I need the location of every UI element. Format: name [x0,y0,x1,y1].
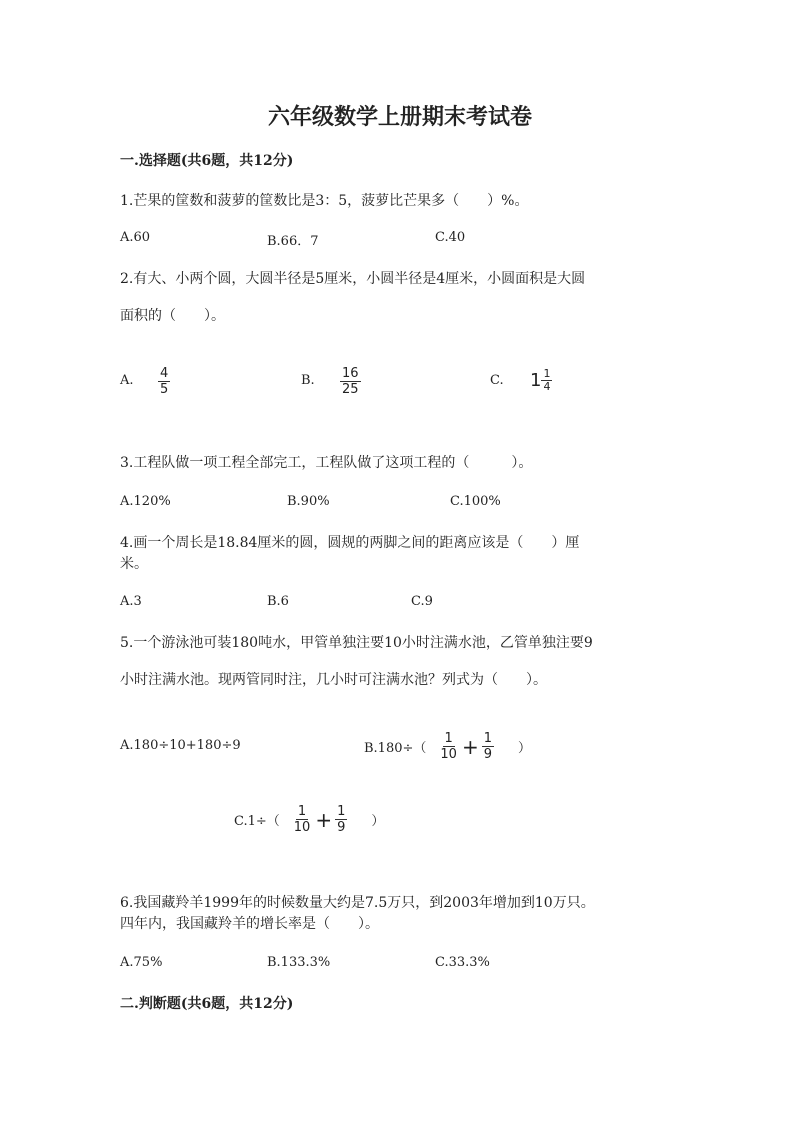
plus-sign: + [461,734,479,759]
fraction-numerator: 4 [160,366,169,381]
fraction-denominator: 10 [440,747,457,762]
section-heading-choice: 一.选择题(共6题，共12分) [120,153,294,169]
q2-option-a-label: A. [120,373,134,388]
q1-option-c: C.40 [435,230,466,245]
q5-option-c-expression [292,804,348,835]
plus-sign: + [315,807,333,832]
q1-option-b: B.66．7 [267,234,319,249]
q4-option-c: C.9 [411,594,433,609]
q3-option-a: A.120% [120,494,171,509]
q5-option-c [234,804,384,835]
fraction-denominator: 4 [543,380,551,393]
fraction-numerator: 16 [342,366,359,381]
question-5-line1: 5.一个游泳池可装180吨水，甲管单独注要10小时注满水池，乙管单独注要9 [120,635,593,651]
question-1-text: 1.芒果的筐数和菠萝的筐数比是3：5，菠萝比芒果多（ ）%。 [120,193,529,209]
fraction-denominator: 9 [337,820,346,835]
q1-option-a: A.60 [120,230,151,245]
q5-option-b-expression [438,731,494,762]
q2-option-a-fraction [158,366,170,397]
fraction-numerator: 1 [444,731,453,746]
q4-option-a: A.3 [120,594,142,609]
q6-option-c: C.33.3% [435,955,490,970]
fraction-numerator: 1 [297,804,307,819]
fraction-denominator: 25 [342,382,359,397]
q2-option-c-label: C. [490,373,504,388]
question-3-text: 3.工程队做一项工程全部完工，工程队做了这项工程的（ ）。 [120,455,533,471]
q2-option-c-mixed-number [530,368,552,393]
question-2-line1: 2.有大、小两个圆，大圆半径是5厘米，小圆半径是4厘米，小圆面积是大圆 [120,271,586,287]
q2-option-b-fraction [340,366,361,397]
q3-option-b: B.90% [287,494,330,509]
mixed-whole-part: 1 [530,370,542,391]
question-6-line2: 四年内，我国藏羚羊的增长率是（ ）。 [120,916,379,932]
q6-option-a: A.75% [120,955,163,970]
question-4-line1: 4.画一个周长是18.84厘米的圆，圆规的两脚之间的距离应该是（ ）厘 [120,535,580,551]
q5-option-a: A.180÷10+180÷9 [120,738,241,753]
q5-option-c-suffix: ） [371,814,385,829]
question-4-line2: 米。 [120,556,148,572]
q2-option-b-label: B. [301,373,315,388]
section-heading-judgement: 二.判断题(共6题，共12分) [120,996,294,1012]
fraction-numerator: 1 [543,367,551,380]
question-2-line2: 面积的（ ）。 [120,308,225,324]
q3-option-c: C.100% [450,494,501,509]
question-5-line2: 小时注满水池。现两管同时注，几小时可注满水池？列式为（ ）。 [120,672,547,688]
fraction-numerator: 1 [337,804,346,819]
fraction-numerator: 1 [483,731,492,746]
q5-option-b-prefix: B.180÷（ [364,741,427,756]
q5-option-b [364,731,531,762]
fraction-denominator: 9 [483,747,492,762]
fraction-denominator: 10 [293,820,311,835]
q5-option-c-prefix: C.1÷（ [234,814,280,829]
q4-option-b: B.6 [267,594,289,609]
q5-option-b-suffix: ） [518,741,532,756]
q6-option-b: B.133.3% [267,955,331,970]
page-title: 六年级数学上册期末考试卷 [267,104,532,130]
question-6-line1: 6.我国藏羚羊1999年的时候数量大约是7.5万只，到2003年增加到10万只。 [120,895,595,911]
fraction-denominator: 5 [160,382,169,397]
